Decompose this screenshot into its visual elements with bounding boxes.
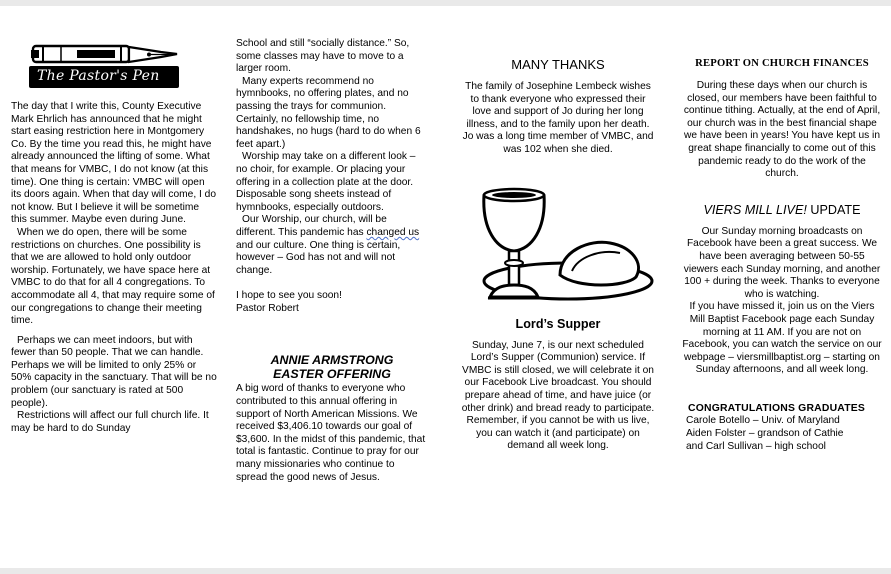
annie-heading-line-1: ANNIE ARMSTRONG	[270, 353, 394, 368]
pastor-paragraph-4: Restrictions will affect our full church life. It may be hard to do Sunday	[11, 410, 209, 434]
pastor-closing: I hope to see you soon!	[236, 290, 342, 302]
viers-mill-live-text-2: If you have missed it, join us on the Viers Mill Baptist Facebook page each Sunday morning at 11 AM. If you are not on Facebook, you can watch the service on our webpage – viersmillbaptist.org – starting on Sunday afternoons, and all week long.	[682, 301, 882, 376]
pastors-pen-continued-column	[236, 38, 428, 484]
annie-heading-line-2: EASTER OFFERING	[273, 367, 391, 382]
church-finances-text: During these days when our church is closed, our members have been faithful to continue tithing. Actually, at the end of April, our church was in the best financial shape we have been in years! You have kept us in great shape financially to come out of this pandemic ready to do the work of the church.	[683, 80, 881, 180]
finances-and-updates-column	[682, 57, 882, 453]
spellcheck-underline: changed us	[366, 226, 420, 238]
pastor-paragraph-3: Perhaps we can meet indoors, but with fewer than 50 people. That we can handle. Perhaps we will be limited to only 25% or 50% capacity in the sanctuary. That will be no problem (our sanctuary is rated at 500 people).	[11, 334, 217, 409]
graduate-item: Aiden Folster – grandson of Cathie	[686, 428, 844, 440]
many-thanks-heading: MANY THANKS	[511, 57, 605, 72]
pastors-pen-logo	[25, 40, 185, 98]
pastor-paragraph-6: Many experts recommend no hymnbooks, no offering plates, and no passing the trays for communion. Certainly, no fellowship time, no handshakes, no hugs (hard to do when 6 feet apart.)	[236, 75, 421, 150]
pastor-paragraph-2: When we do open, there will be some restrictions on churches. One possibility is that we are allowed to hold only outdoor worship. Fortunately, we have space here at VMBC to do that for all 4 congregations. To accommodate all 4, that may require some of our congregations to change their meeting time.	[11, 226, 215, 327]
lords-supper-heading: Lord’s Supper	[515, 316, 601, 331]
chalice-and-bread-icon	[460, 183, 656, 311]
church-finances-heading: REPORT ON CHURCH FINANCES	[695, 58, 869, 69]
window-top-border	[0, 0, 891, 6]
pastor-paragraph-5: School and still “socially distance.” So, some classes may have to move to a larger room.	[236, 38, 410, 75]
pastor-paragraph-8	[236, 214, 428, 277]
pastor-paragraph-7: Worship may take on a different look – no choir, for example. Or placing your offering in a collection plate at the door. Disposable song sheets instead of hymnbooks, especially outdoors.	[236, 151, 416, 213]
viers-mill-live-text-1: Our Sunday morning broadcasts on Facebook have been a great success. We have been averaging between 50-55 viewers each Sunday morning, and another 100 + during the week. Thanks to everyone who is watching.	[683, 225, 881, 300]
annie-armstrong-text: A big word of thanks to everyone who contributed to this annual offering in support of North American Missions. We received $3,406.10 towards our goal of $3,600. In the midst of this pandemic, that total is fantastic. Continue to pray for our many missionaries who continue to spread the good news of Jesus.	[236, 383, 426, 483]
window-bottom-border	[0, 568, 891, 574]
pastor-signature: Pastor Robert	[236, 302, 299, 314]
pastors-pen-column	[11, 40, 217, 435]
pastor-paragraph-8-text: Our Worship, our church, will be different. This pandemic has changed us and our culture. One thing is certain, however – God has not and will not change.	[236, 214, 420, 276]
annie-armstrong-heading	[236, 353, 428, 381]
thanks-and-supper-column	[460, 57, 656, 453]
viers-mill-live-title: VIERS MILL LIVE!	[703, 202, 807, 217]
communion-illustration	[460, 183, 656, 311]
lords-supper-text: Sunday, June 7, is our next scheduled Lord’s Supper (Communion) service. If VMBC is still closed, we will celebrate it on our Facebook Live broadcast. You should prepare ahead of time, and have juice (or other drink) and bread ready to participate. Remember, if you cannot be with us live, you can watch it (and participate) on demand all week long.	[461, 339, 655, 452]
update-word: UPDATE	[806, 202, 861, 217]
graduates-list	[682, 415, 882, 453]
pastor-paragraph-1: The day that I write this, County Executive Mark Ehrlich has announced that he might start easing restriction here in Montgomery Co. By the time you read this, he might have already announced the lifting of some. What that means for VMBC, I do not know (at this time). One thing is certain: VMBC will open its doors again. When that day will come, I do not know. But I believe it will be sometime this summer. Maybe even during June.	[11, 101, 216, 226]
graduate-item: Carole Botello – Univ. of Maryland	[686, 415, 840, 427]
many-thanks-text: The family of Josephine Lembeck wishes to thank everyone who expressed their love and support of Jo during her long illness, and to the family upon her death. Jo was a long time member of VMBC, and was 102 when she died.	[462, 81, 654, 155]
graduates-heading: CONGRATULATIONS GRADUATES	[688, 402, 866, 414]
graduate-item: and Carl Sullivan – high school	[686, 440, 826, 452]
viers-mill-live-heading	[682, 203, 882, 218]
logo-title: The Pastor's Pen	[37, 68, 160, 84]
